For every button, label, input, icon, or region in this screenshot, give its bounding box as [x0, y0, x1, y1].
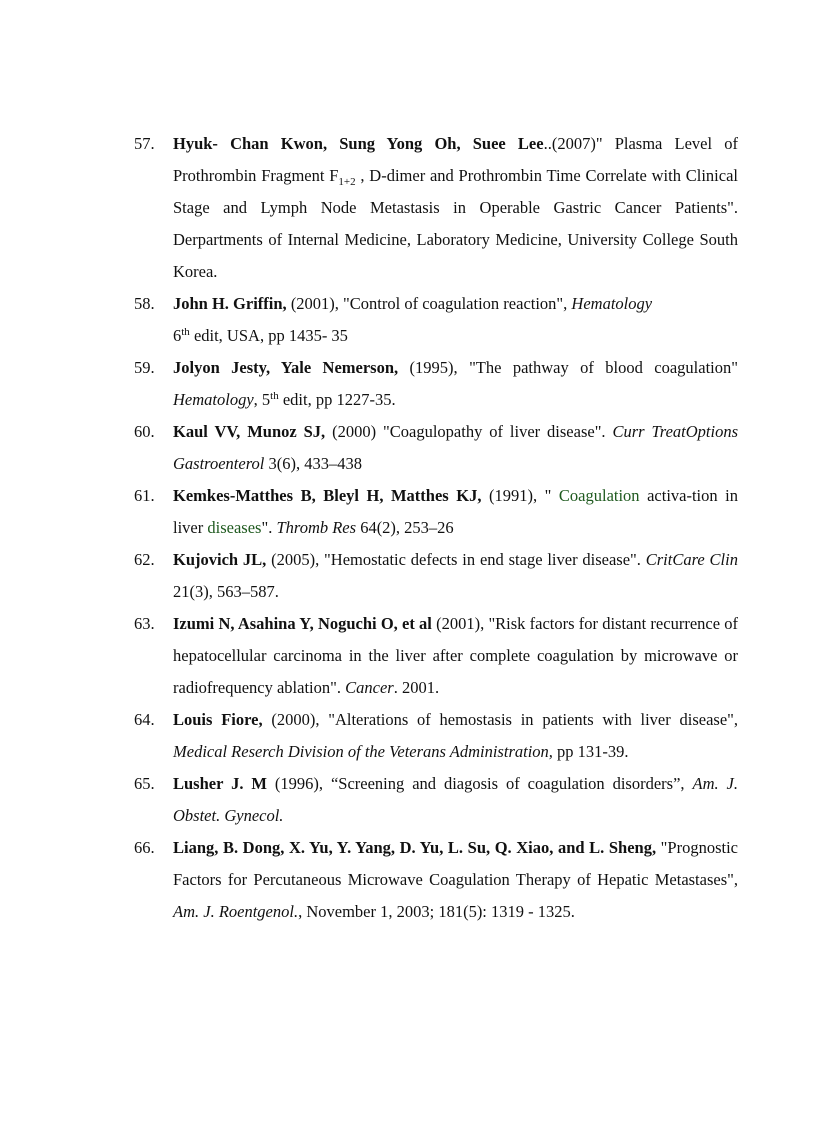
- reference-journal: Curr TreatOptions Gastroenterol: [173, 422, 738, 473]
- reference-58: [0, 288, 738, 352]
- reference-authors: John H. Griffin,: [173, 294, 287, 313]
- reference-text: , November 1, 2003; 181(5): 1319 - 1325.: [298, 902, 575, 921]
- reference-journal: Am. J. Roentgenol.: [173, 902, 299, 921]
- reference-journal: Thromb Res: [276, 518, 357, 537]
- reference-60: [0, 416, 738, 480]
- highlighted-term: diseases: [207, 518, 262, 537]
- reference-text: 64(2), 253–26: [356, 518, 454, 537]
- reference-text: 6: [173, 326, 182, 345]
- reference-62: [0, 544, 738, 608]
- reference-66: [0, 832, 738, 928]
- reference-text: (2001), "Risk factors for distant recurrence of hepatocellular carcinoma in the liver after complete coagulation by microwave or radiofrequency ablation".: [173, 614, 738, 697]
- reference-journal: Medical Reserch Division of the Veterans Administration,: [173, 742, 553, 761]
- reference-text: ..(2007)" Plasma Level of Prothrombin Fragment F: [173, 134, 738, 185]
- highlighted-term: Coagulation: [558, 486, 640, 505]
- subscript: 1+2: [338, 176, 356, 188]
- reference-authors: Kaul VV, Munoz SJ,: [173, 422, 326, 441]
- reference-text: (1996), “Screening and diagosis of coagulation disorders”,: [266, 774, 693, 793]
- reference-journal: Am. J. Obstet. Gynecol.: [173, 774, 738, 825]
- reference-number: 62.: [134, 550, 155, 569]
- reference-63: [0, 608, 738, 704]
- reference-number: 58.: [134, 294, 155, 313]
- reference-text: (2001), "Control of coagulation reaction",: [286, 294, 572, 313]
- reference-authors: Hyuk- Chan Kwon, Sung Yong Oh, Suee Lee: [173, 134, 544, 153]
- reference-text: (2005), "Hemostatic defects in end stage liver disease".: [266, 550, 646, 569]
- reference-number: 63.: [134, 614, 155, 633]
- reference-59: [0, 352, 738, 416]
- superscript: th: [270, 390, 279, 402]
- reference-64: [0, 704, 738, 768]
- reference-text: 3(6), 433–438: [264, 454, 362, 473]
- reference-journal: CritCare Clin: [645, 550, 738, 569]
- reference-number: 64.: [134, 710, 155, 729]
- reference-text: (2000) "Coagulopathy of liver disease".: [325, 422, 613, 441]
- reference-number: 61.: [134, 486, 155, 505]
- reference-list: [0, 128, 816, 928]
- reference-authors: Louis Fiore,: [173, 710, 263, 729]
- reference-journal: Cancer: [345, 678, 394, 697]
- reference-text: (1991), ": [481, 486, 559, 505]
- reference-text: edit, USA, pp 1435- 35: [189, 326, 348, 345]
- reference-text: (2000), "Alterations of hemostasis in patients with liver disease",: [262, 710, 738, 729]
- reference-number: 60.: [134, 422, 155, 441]
- reference-authors: Izumi N, Asahina Y, Noguchi O, et al: [173, 614, 432, 633]
- reference-57: [0, 128, 738, 288]
- reference-text: pp 131-39.: [552, 742, 629, 761]
- reference-text: 21(3), 563–587.: [173, 582, 279, 601]
- reference-text: activa-tion in liver: [173, 486, 738, 537]
- reference-number: 57.: [134, 134, 155, 153]
- reference-text: "Prognostic Factors for Percutaneous Microwave Coagulation Therapy of Hepatic Metastases",: [173, 838, 738, 889]
- reference-number: 65.: [134, 774, 155, 793]
- reference-text: . 2001.: [393, 678, 440, 697]
- reference-number: 59.: [134, 358, 155, 377]
- reference-journal: Hematology: [571, 294, 653, 313]
- reference-text: , D-dimer and Prothrombin Time Correlate with Clinical Stage and Lymph Node Metastasis in Operable Gastric Cancer Patients". Derpartments of Internal Medicine, Laboratory Medicine, University College South Korea.: [173, 166, 738, 281]
- reference-text: (1995), "The pathway of blood coagulation": [398, 358, 738, 377]
- reference-authors: Lusher J. M: [173, 774, 267, 793]
- superscript: th: [181, 326, 190, 338]
- reference-authors: Kujovich JL,: [173, 550, 267, 569]
- reference-journal: Hematology: [173, 390, 254, 409]
- reference-text: , 5: [253, 390, 271, 409]
- reference-61: [0, 480, 738, 544]
- reference-authors: Jolyon Jesty, Yale Nemerson,: [173, 358, 399, 377]
- reference-text: ".: [261, 518, 277, 537]
- reference-authors: Liang, B. Dong, X. Yu, Y. Yang, D. Yu, L. Su, Q. Xiao, and L. Sheng,: [173, 838, 657, 857]
- reference-number: 66.: [134, 838, 155, 857]
- reference-text: edit, pp 1227-35.: [278, 390, 396, 409]
- reference-authors: Kemkes-Matthes B, Bleyl H, Matthes KJ,: [173, 486, 482, 505]
- reference-65: [0, 768, 738, 832]
